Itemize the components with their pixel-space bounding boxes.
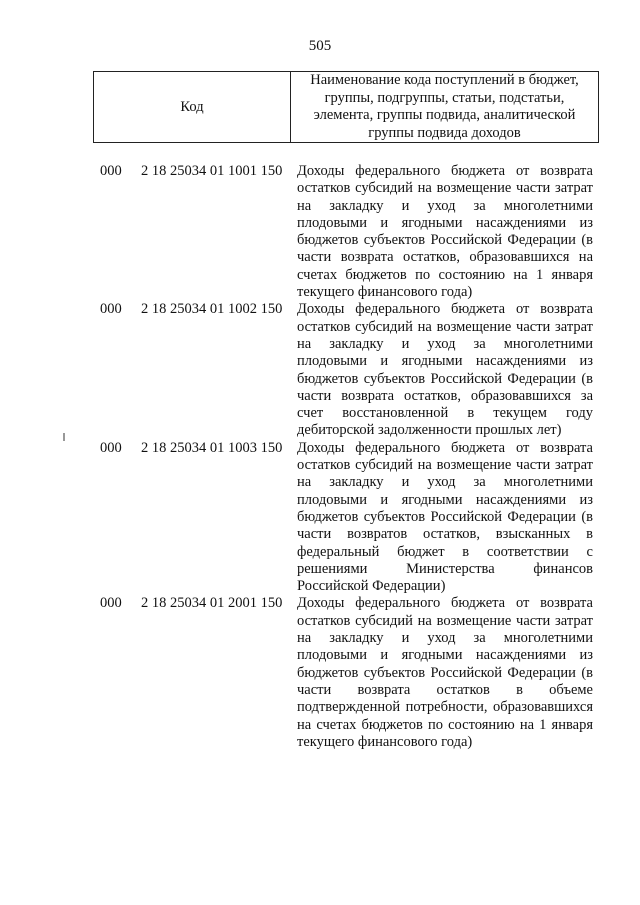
table-row — [0, 301, 640, 439]
row-description: Доходы федерального бюджета от возврата остатков субсидий на возмещение части затрат на закладку и уход за многолетними плодовыми и ягодными насаждениями из бюджетов субъектов Российской Федерации (в части возврата остатков, образовавшихся за счет восстановленной в текущем году дебиторской задолженности прошлых лет) — [297, 301, 593, 439]
row-admin-code: 000 — [100, 595, 122, 612]
row-admin-code: 000 — [100, 439, 122, 456]
row-admin-code: 000 — [100, 301, 122, 318]
table-row — [0, 595, 640, 751]
table-header — [93, 71, 599, 143]
table-body — [0, 163, 640, 751]
row-budget-code: 2 18 25034 01 1003 150 — [141, 439, 283, 456]
page-number: 505 — [308, 38, 332, 54]
row-budget-code: 2 18 25034 01 2001 150 — [141, 595, 283, 612]
header-code-cell — [94, 72, 291, 142]
row-budget-code: 2 18 25034 01 1002 150 — [141, 301, 283, 318]
row-budget-code: 2 18 25034 01 1001 150 — [141, 163, 283, 179]
header-name-cell — [291, 72, 598, 142]
table-row — [0, 163, 640, 301]
header-name-label: Наименование кода поступлений в бюджет, группы, подгруппы, статьи, подстатьи, элемента, группы подвида, аналитической группы подвида доходов — [310, 72, 579, 141]
table-row — [0, 440, 640, 596]
row-description: Доходы федерального бюджета от возврата остатков субсидий на возмещение части затрат на закладку и уход за многолетними плодовыми и ягодными насаждениями из бюджетов субъектов Российской Федерации (в части возврата остатков в объеме подтвержденной потребности, образовавшихся на счетах бюджетов по состоянию на 1 января текущего финансового года) — [297, 595, 593, 750]
row-admin-code: 000 — [100, 163, 122, 179]
row-description: Доходы федерального бюджета от возврата остатков субсидий на возмещение части затрат на закладку и уход за многолетними плодовыми и ягодными насаждениями из бюджетов субъектов Российской Федерации (в части возвратов остатков, взысканных в федеральный бюджет в соответствии с решениями Министерства финансов Российской Федерации) — [297, 439, 593, 595]
header-code-label: Код — [180, 98, 204, 115]
row-description: Доходы федерального бюджета от возврата остатков субсидий на возмещение части затрат на закладку и уход за многолетними плодовыми и ягодными насаждениями из бюджетов субъектов Российской Федерации (в части возврата остатков, образовавшихся на счетах бюджетов по состоянию на 1 января текущего финансового года) — [297, 163, 593, 301]
margin-mark — [63, 433, 65, 441]
